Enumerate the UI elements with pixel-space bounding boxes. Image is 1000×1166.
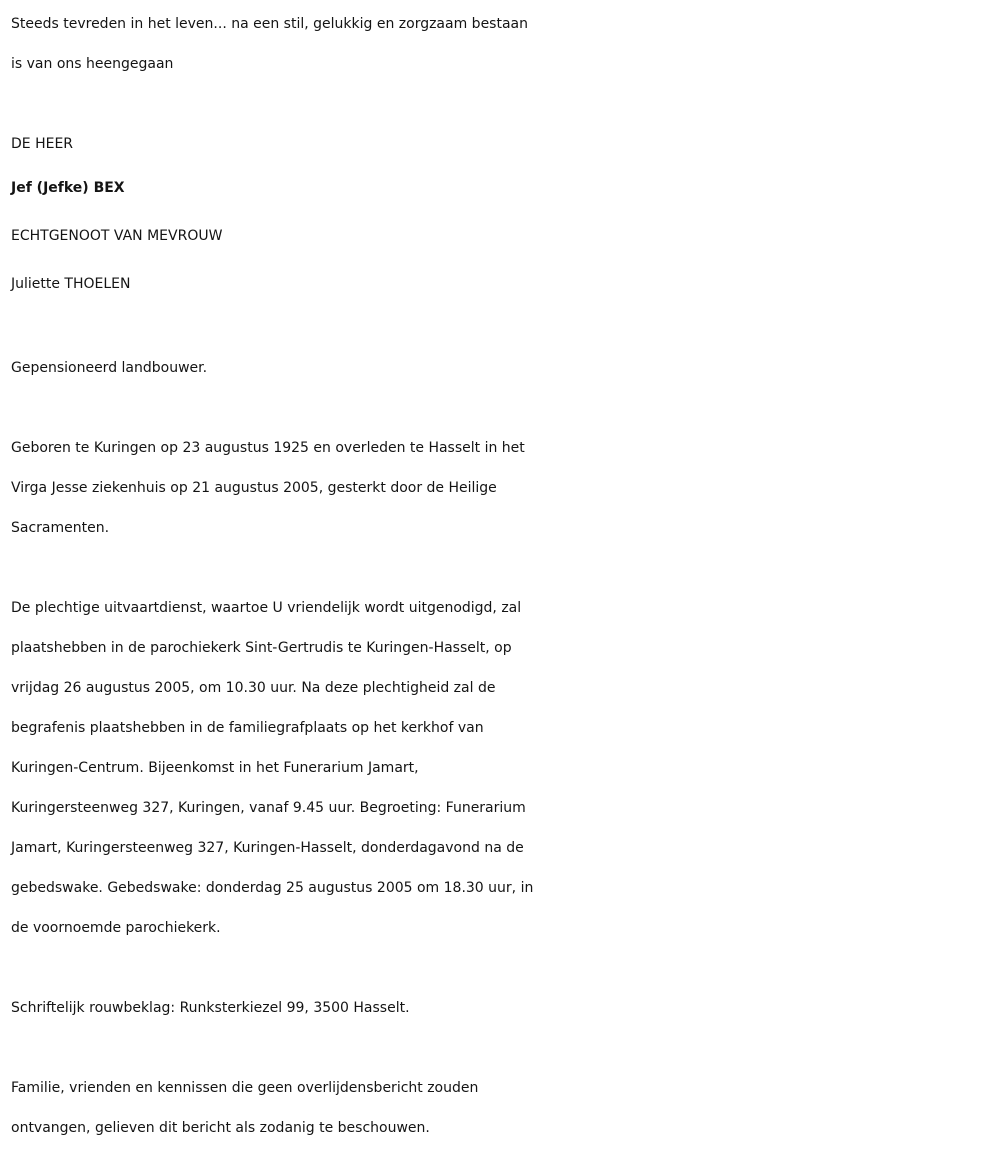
- deceased-block: [11, 124, 996, 308]
- funeral-line: gebedswake. Gebedswake: donderdag 25 augustus 2005 om 18.30 uur, in: [11, 880, 534, 896]
- intro-paragraph: [11, 4, 996, 84]
- occupation: Gepensioneerd landbouwer.: [11, 360, 208, 376]
- funeral-line: plaatshebben in de parochiekerk Sint-Gertrudis te Kuringen-Hasselt, op: [11, 640, 512, 656]
- spouse-name: Juliette THOELEN: [11, 276, 131, 292]
- spacer: [11, 1028, 996, 1068]
- birth-death-line: Geboren te Kuringen op 23 augustus 1925 en overleden te Hasselt in het: [11, 440, 525, 456]
- funeral-paragraph: [11, 588, 996, 948]
- closing-line: Familie, vrienden en kennissen die geen overlijdensbericht zouden: [11, 1080, 479, 1096]
- funeral-line: de voornoemde parochiekerk.: [11, 920, 221, 936]
- spacer: [11, 388, 996, 428]
- funeral-line: Kuringersteenweg 327, Kuringen, vanaf 9.45 uur. Begroeting: Funerarium: [11, 800, 526, 816]
- spouse-label: ECHTGENOOT VAN MEVROUW: [11, 228, 223, 244]
- funeral-line: De plechtige uitvaartdienst, waartoe U vriendelijk wordt uitgenodigd, zal: [11, 600, 522, 616]
- obituary-notice: [11, 4, 996, 1148]
- birth-death-line: Sacramenten.: [11, 520, 110, 536]
- spacer: [11, 308, 996, 348]
- deceased-name: Jef (Jefke) BEX: [11, 180, 125, 196]
- spacer: [11, 948, 996, 988]
- intro-line: is van ons heengegaan: [11, 56, 174, 72]
- funeral-line: vrijdag 26 augustus 2005, om 10.30 uur. Na deze plechtigheid zal de: [11, 680, 496, 696]
- birth-death-line: Virga Jesse ziekenhuis op 21 augustus 2005, gesterkt door de Heilige: [11, 480, 497, 496]
- intro-line: Steeds tevreden in het leven... na een stil, gelukkig en zorgzaam bestaan: [11, 16, 528, 32]
- funeral-line: begrafenis plaatshebben in de familiegrafplaats op het kerkhof van: [11, 720, 484, 736]
- birth-death-paragraph: [11, 428, 996, 548]
- funeral-line: Kuringen-Centrum. Bijeenkomst in het Funerarium Jamart,: [11, 760, 419, 776]
- honorific-title: DE HEER: [11, 136, 74, 152]
- closing-line: ontvangen, gelieven dit bericht als zodanig te beschouwen.: [11, 1120, 430, 1136]
- spacer: [11, 548, 996, 588]
- closing-paragraph: [11, 1068, 996, 1148]
- spacer: [11, 84, 996, 124]
- funeral-line: Jamart, Kuringersteenweg 327, Kuringen-Hasselt, donderdagavond na de: [11, 840, 524, 856]
- condolences-address: Schriftelijk rouwbeklag: Runksterkiezel 99, 3500 Hasselt.: [11, 1000, 410, 1016]
